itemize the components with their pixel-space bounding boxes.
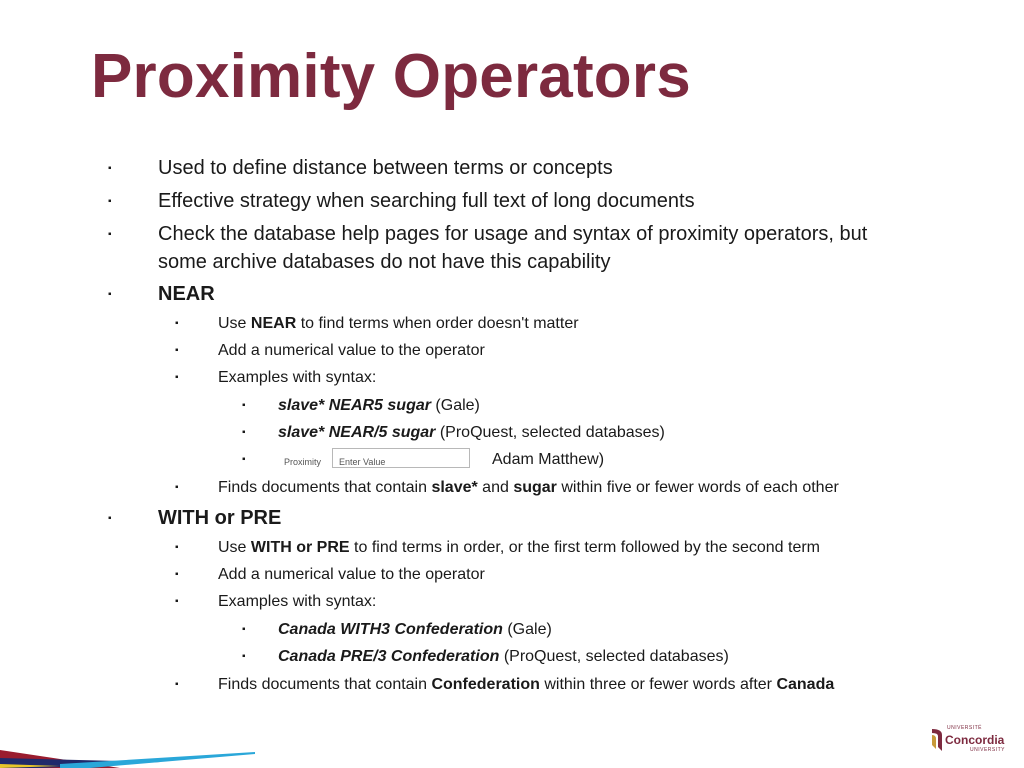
proximity-field-image — [284, 448, 684, 472]
bullet-icon: ▪ — [108, 196, 112, 207]
example-text: slave* NEAR/5 sugar (ProQuest, selected databases) — [278, 424, 665, 441]
proximity-value-field — [332, 448, 470, 468]
sub-bullet-text: Finds documents that contain Confederation within three or fewer words after Canada — [218, 676, 835, 693]
bullet-text: Effective strategy when searching full text of long documents — [158, 190, 695, 212]
bullet-icon: ▪ — [108, 163, 112, 174]
bullet-icon: ▪ — [242, 454, 246, 465]
example-text: Canada WITH3 Confederation (Gale) — [278, 621, 552, 638]
bullet-icon: ▪ — [175, 482, 179, 493]
proximity-label: Proximity — [284, 457, 322, 467]
logo-top-text: UNIVERSITÉ — [947, 725, 983, 731]
bullet-text-continued: some archive databases do not have this capability — [158, 251, 611, 273]
bullet-text: Used to define distance between terms or concepts — [158, 157, 613, 179]
sub-bullet-text: Add a numerical value to the operator — [218, 342, 485, 359]
sub-bullet-text: Examples with syntax: — [218, 369, 377, 386]
bullet-icon: ▪ — [108, 513, 112, 524]
bullet-icon: ▪ — [242, 651, 246, 662]
slide-title: Proximity Operators — [91, 42, 691, 111]
sub-bullet-text: Add a numerical value to the operator — [218, 566, 485, 583]
logo-wordmark: Concordia — [945, 733, 1005, 747]
proximity-placeholder: Enter Value — [339, 457, 386, 467]
bullet-icon: ▪ — [108, 229, 112, 240]
bullet-icon: ▪ — [175, 318, 179, 329]
bullet-icon: ▪ — [108, 289, 112, 300]
concordia-logo — [930, 724, 1010, 754]
bullet-icon: ▪ — [242, 427, 246, 438]
with-heading: WITH or PRE — [158, 507, 282, 529]
bullet-icon: ▪ — [175, 345, 179, 356]
stripe-blue — [60, 752, 255, 768]
sub-bullet-text: Examples with syntax: — [218, 593, 377, 610]
bullet-icon: ▪ — [175, 596, 179, 607]
example-text: slave* NEAR5 sugar (Gale) — [278, 397, 480, 414]
near-heading: NEAR — [158, 283, 215, 305]
bullet-icon: ▪ — [175, 372, 179, 383]
example-text: Canada PRE/3 Confederation (ProQuest, selected databases) — [278, 648, 729, 665]
bullet-icon: ▪ — [175, 679, 179, 690]
logo-emblem-icon — [930, 727, 944, 753]
bullet-text: Check the database help pages for usage and syntax of proximity operators, but — [158, 223, 868, 245]
bullet-icon: ▪ — [242, 624, 246, 635]
sub-bullet-text: Use NEAR to find terms when order doesn't matter — [218, 315, 579, 332]
sub-bullet-text: Finds documents that contain slave* and sugar within five or fewer words of each other — [218, 479, 839, 496]
bullet-icon: ▪ — [175, 569, 179, 580]
bullet-icon: ▪ — [242, 400, 246, 411]
sub-bullet-text: Use WITH or PRE to find terms in order, or the first term followed by the second term — [218, 539, 820, 556]
proximity-source: Adam Matthew) — [492, 451, 605, 468]
bullet-icon: ▪ — [175, 542, 179, 553]
footer-stripes — [0, 728, 260, 768]
logo-bottom-text: UNIVERSITY — [970, 747, 1006, 753]
